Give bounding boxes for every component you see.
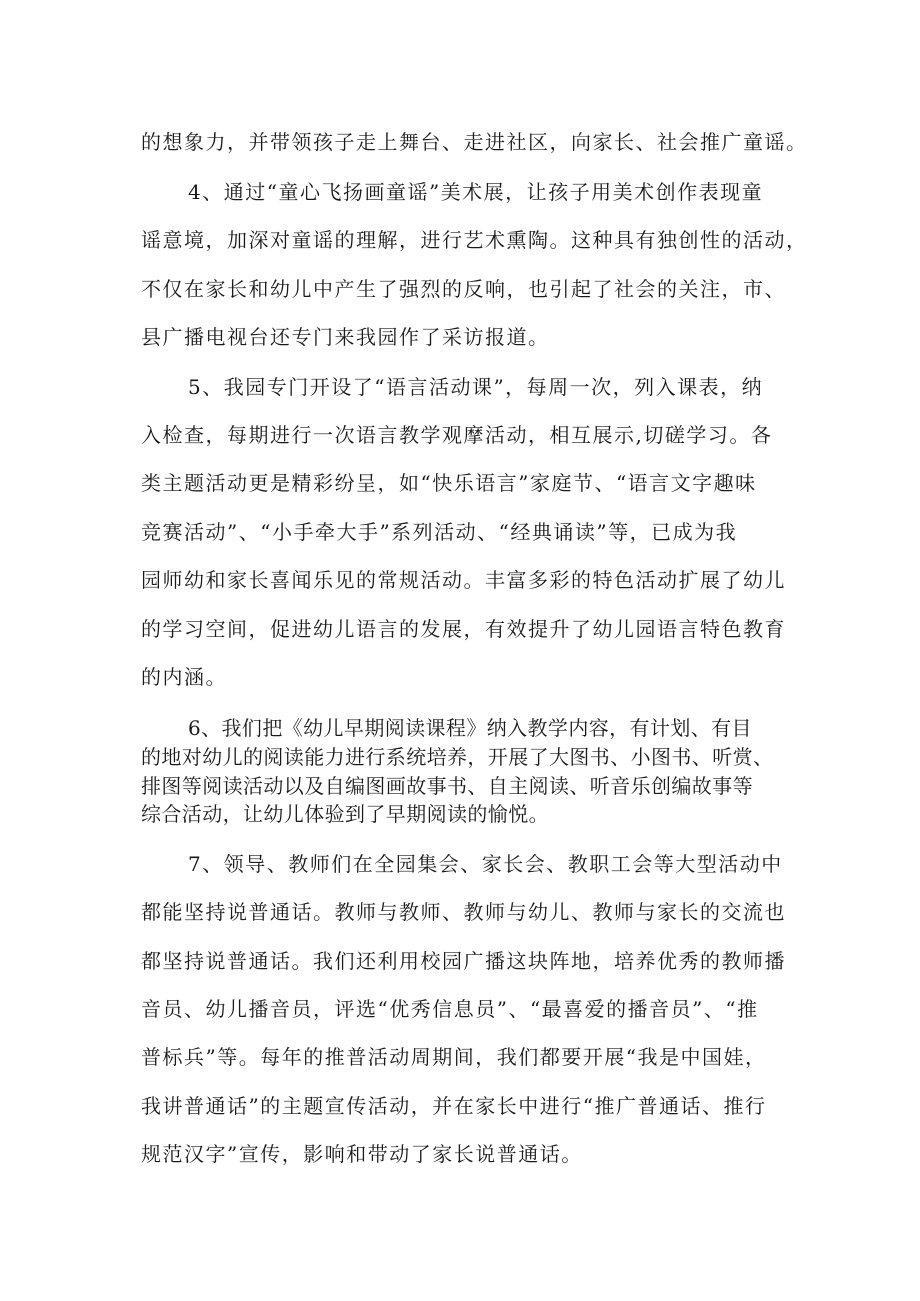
paragraph-line: 排图等阅读活动以及自编图画故事书、自主阅读、听音乐创编故事等 <box>141 774 753 798</box>
paragraph-line: 不仅在家长和幼儿中产生了强烈的反响，也引起了社会的关注，市、 <box>141 277 786 301</box>
paragraph-line: 我讲普通话”的主题宣传活动，并在家长中进行“推广普通话、推行 <box>141 1094 767 1118</box>
paragraph-line: 规范汉字”宣传，影响和带动了家长说普通话。 <box>141 1142 583 1166</box>
paragraph-line: 竞赛活动”、“小手牵大手”系列活动、“经典诵读”等，已成为我 <box>141 520 738 544</box>
paragraph-line: 6、我们把《幼儿早期阅读课程》纳入教学内容，有计划、有目 <box>188 716 752 740</box>
paragraph-line: 综合活动，让幼儿体验到了早期阅读的愉悦。 <box>141 802 549 826</box>
paragraph-line: 的想象力，并带领孩子走上舞台、走进社区，向家长、社会推广童谣。 <box>141 130 808 154</box>
paragraph-line: 都坚持说普通话。我们还利用校园广播这块阵地，培养优秀的教师播 <box>141 949 786 973</box>
paragraph-line: 都能坚持说普通话。教师与教师、教师与幼儿、教师与家长的交流也 <box>141 900 786 924</box>
paragraph-line: 类主题活动更是精彩纷呈，如“快乐语言”家庭节、“语言文字趣味 <box>141 471 757 495</box>
paragraph-line: 入检查，每期进行一次语言教学观摩活动，相互展示,切磋学习。各 <box>141 423 773 447</box>
paragraph-line: 县广播电视台还专门来我园作了采访报道。 <box>141 325 550 349</box>
paragraph-line: 的内涵。 <box>141 665 227 689</box>
paragraph-line: 的学习空间，促进幼儿语言的发展，有效提升了幼儿园语言特色教育 <box>141 617 786 641</box>
paragraph-line: 音员、幼儿播音员，评选“优秀信息员”、“最喜爱的播音员”、“推 <box>141 997 759 1021</box>
paragraph-line: 的地对幼儿的阅读能力进行系统培养，开展了大图书、小图书、听赏、 <box>141 745 774 769</box>
paragraph-line: 普标兵”等。每年的推普活动周期间，我们都要开展“我是中国娃， <box>141 1045 767 1069</box>
paragraph-line: 7、领导、教师们在全园集会、家长会、教职工会等大型活动中 <box>188 852 783 876</box>
paragraph-line: 5、我园专门开设了“语言活动课”，每周一次，列入课表，纳 <box>188 375 764 399</box>
paragraph-line: 园师幼和家长喜闻乐见的常规活动。丰富多彩的特色活动扩展了幼儿 <box>141 568 786 592</box>
paragraph-line: 4、通过“童心飞扬画童谣”美术展，让孩子用美术创作表现童 <box>188 180 764 204</box>
paragraph-line: 谣意境，加深对童谣的理解，进行艺术熏陶。这种具有独创性的活动， <box>141 228 808 252</box>
